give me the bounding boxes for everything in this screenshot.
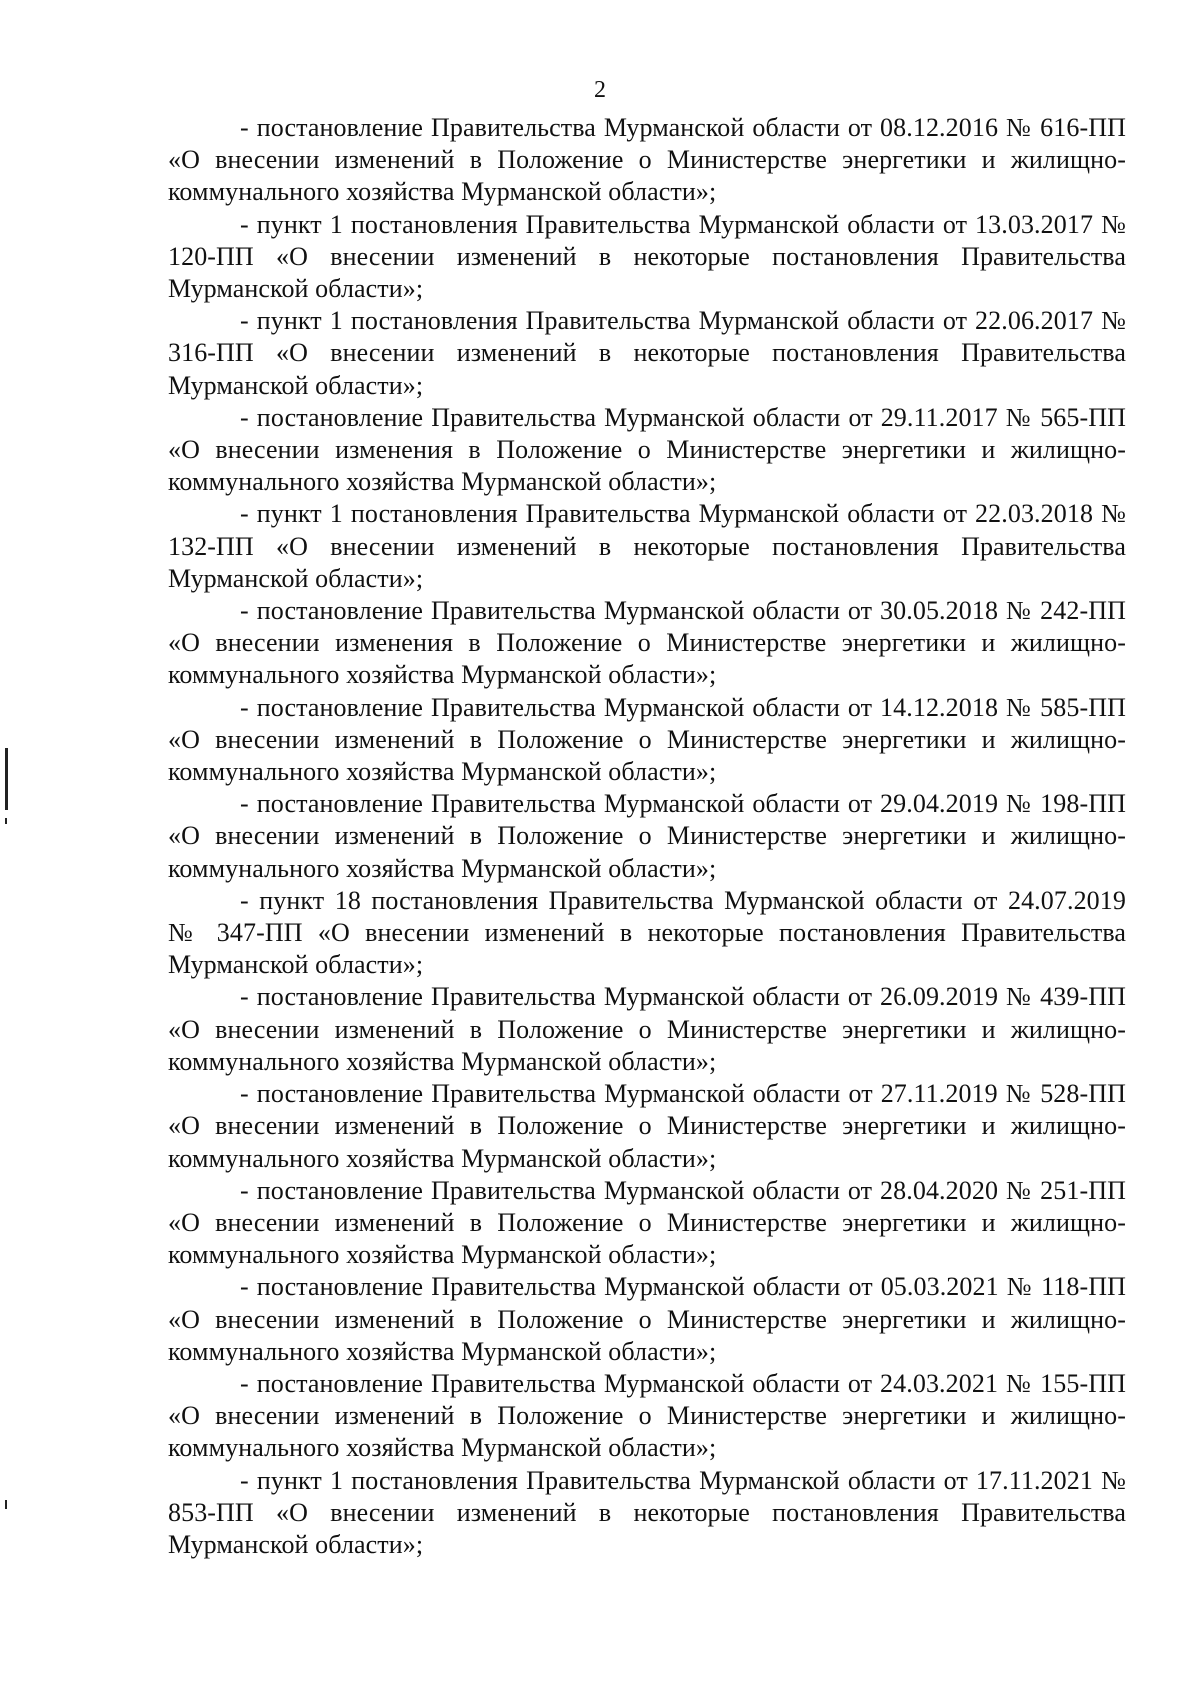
scan-artifact-mark: [5, 748, 8, 810]
scan-artifact-mark: [5, 1500, 7, 1509]
page-number: 2: [594, 77, 606, 103]
document-body: [168, 112, 1126, 1561]
list-item: - постановление Правительства Мурманской области от 29.11.2017 № 565-ПП «О внесении изменения в Положение о Министерстве энергетики и жилищно-коммунального хозяйства Мурманской области»;: [168, 402, 1126, 497]
list-item: - пункт 1 постановления Правительства Мурманской области от 13.03.2017 № 120-ПП «О внесении изменений в некоторые постановления Правительства Мурманской области»;: [168, 209, 1126, 304]
list-item: - пункт 1 постановления Правительства Мурманской области от 22.06.2017 № 316-ПП «О внесении изменений в некоторые постановления Правительства Мурманской области»;: [168, 306, 1126, 400]
list-item: - пункт 18 постановления Правительства Мурманской области от 24.07.2019 № 347-ПП «О внесении изменений в некоторые постановления Правительства Мурманской области»;: [168, 885, 1126, 980]
list-item: - постановление Правительства Мурманской области от 29.04.2019 № 198-ПП «О внесении изменений в Положение о Министерстве энергетики и жилищно-коммунального хозяйства Мурманской области»;: [168, 789, 1126, 883]
list-item: - пункт 1 постановления Правительства Мурманской области от 17.11.2021 № 853-ПП «О внесении изменений в некоторые постановления Правительства Мурманской области»;: [168, 1465, 1126, 1559]
list-item: - постановление Правительства Мурманской области от 26.09.2019 № 439-ПП «О внесении изменений в Положение о Министерстве энергетики и жилищно-коммунального хозяйства Мурманской области»;: [168, 982, 1126, 1076]
list-item: - пункт 1 постановления Правительства Мурманской области от 22.03.2018 № 132-ПП «О внесении изменений в некоторые постановления Правительства Мурманской области»;: [168, 499, 1126, 593]
list-item: - постановление Правительства Мурманской области от 05.03.2021 № 118-ПП «О внесении изменений в Положение о Министерстве энергетики и жилищно-коммунального хозяйства Мурманской области»;: [168, 1272, 1126, 1366]
list-item: - постановление Правительства Мурманской области от 08.12.2016 № 616-ПП «О внесении изменений в Положение о Министерстве энергетики и жилищно-коммунального хозяйства Мурманской области»;: [168, 113, 1126, 207]
list-item: - постановление Правительства Мурманской области от 14.12.2018 № 585-ПП «О внесении изменений в Положение о Министерстве энергетики и жилищно-коммунального хозяйства Мурманской области»;: [168, 692, 1126, 787]
list-item: - постановление Правительства Мурманской области от 30.05.2018 № 242-ПП «О внесении изменения в Положение о Министерстве энергетики и жилищно-коммунального хозяйства Мурманской области»;: [168, 596, 1126, 690]
list-item: - постановление Правительства Мурманской области от 28.04.2020 № 251-ПП «О внесении изменений в Положение о Министерстве энергетики и жилищно-коммунального хозяйства Мурманской области»;: [168, 1175, 1126, 1270]
list-item: - постановление Правительства Мурманской области от 27.11.2019 № 528-ПП «О внесении изменений в Положение о Министерстве энергетики и жилищно-коммунального хозяйства Мурманской области»;: [168, 1079, 1126, 1173]
list-item: - постановление Правительства Мурманской области от 24.03.2021 № 155-ПП «О внесении изменений в Положение о Министерстве энергетики и жилищно-коммунального хозяйства Мурманской области»;: [168, 1368, 1126, 1463]
scan-artifact-mark: [5, 818, 7, 824]
